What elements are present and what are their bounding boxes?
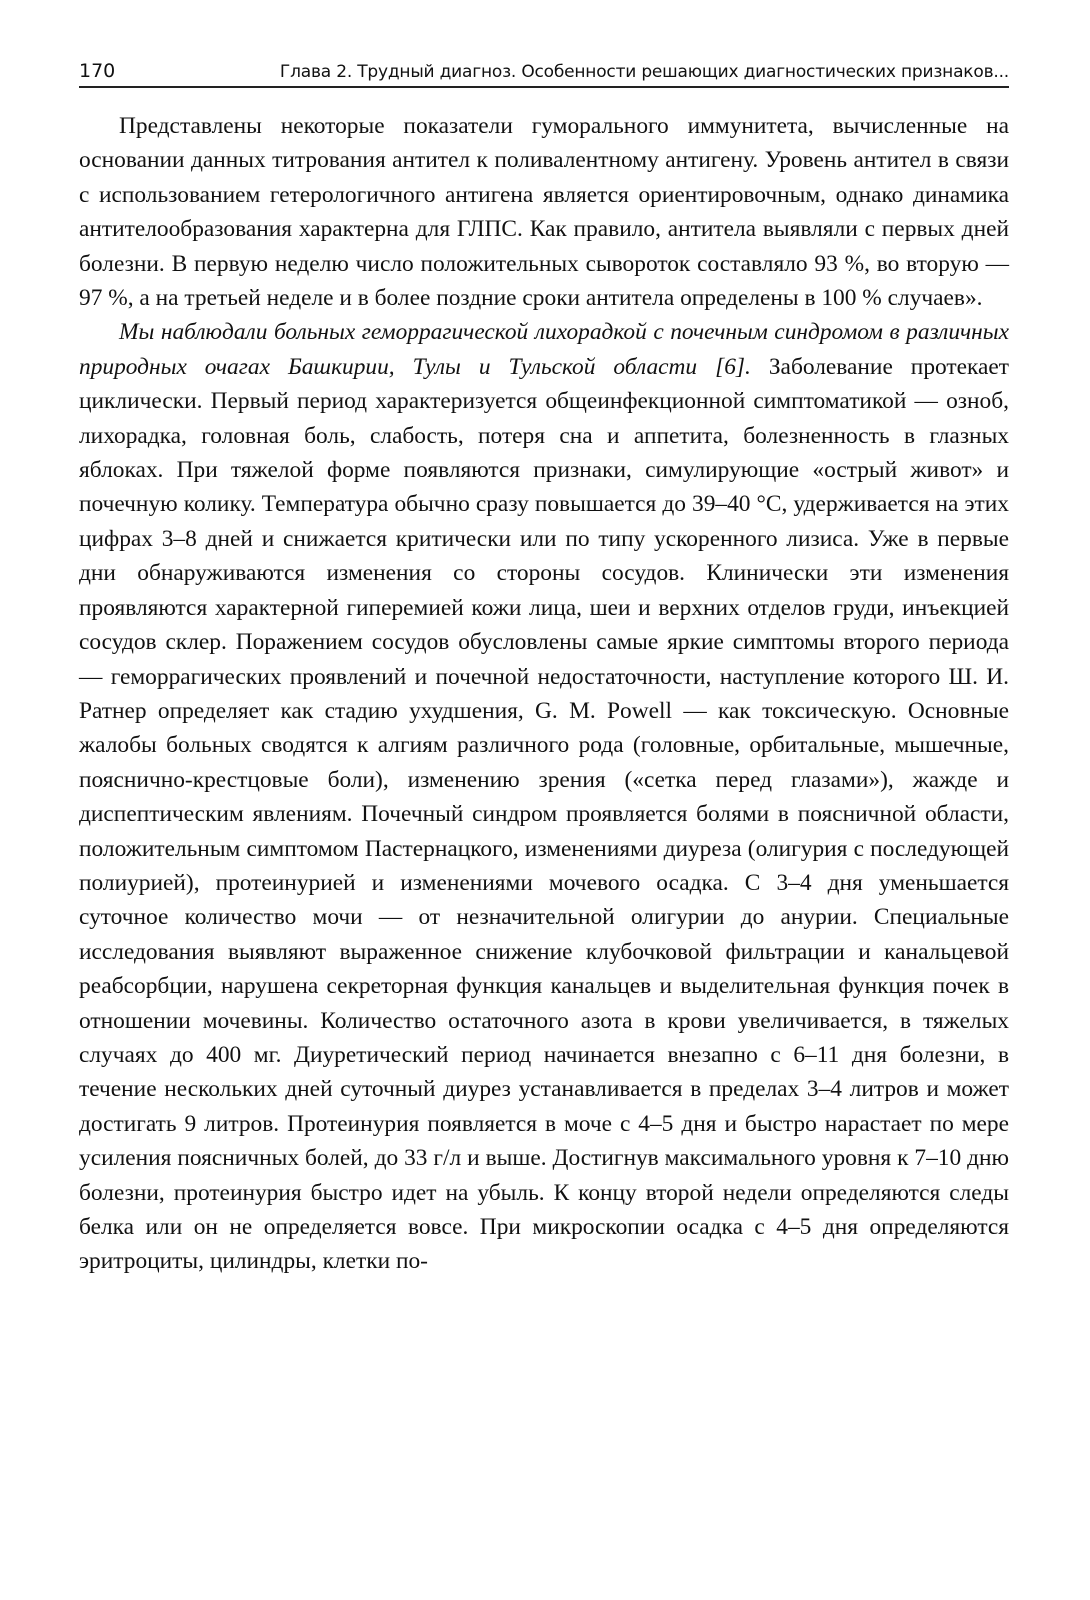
body-text [79, 109, 1009, 1279]
running-header [79, 60, 1009, 86]
paragraph-2-body: Заболевание протекает циклически. Первый период характеризуется общеинфекционной симптоматикой — озноб, лихорадка, головная боль, слабость, потеря сна и аппетита, болезненность в глазных яблоках. При тяжелой форме появляются признаки, симулирующие «острый живот» и почечную колику. Температура обычно сразу повышается до 39–40 °C, удерживается на этих цифрах 3–8 дней и снижается критически или по типу ускоренного лизиса. Уже в первые дни обнаруживаются изменения со стороны сосудов. Клинически эти изменения проявляются характерной гиперемией кожи лица, шеи и верхних отделов груди, инъекцией сосудов склер. Поражением сосудов обусловлены самые яркие симптомы второго периода — геморрагических проявлений и почечной недостаточности, наступление которого Ш. И. Ратнер определяет как стадию ухудшения, G. M. Powell — как токсическую. Основные жалобы больных сводятся к алгиям различного рода (головные, орбитальные, мышечные, пояснично-крестцовые боли), изменению зрения («сетка перед глазами»), жажде и диспептическим явлениям. Почечный синдром проявляется болями в поясничной области, положительным симптомом Пастернацкого, изменениями диуреза (олигурия с последующей полиурией), протеинурией и изменениями мочевого осадка. С 3–4 дня уменьшается суточное количество мочи — от незначительной олигурии до анурии. Специальные исследования выявляют выраженное снижение клубочковой фильтрации и канальцевой реабсорбции, нарушена секреторная функция канальцев и выделительная функция почек в отношении мочевины. Количество остаточного азота в крови увеличивается, в тяжелых случаях до 400 мг. Диуретический период начинается внезапно с 6–11 дня болезни, в течение нескольких дней суточный диурез устанавливается в пределах 3–4 литров и может достигать 9 литров. Протеинурия появляется в моче с 4–5 дня и быстро нарастает по мере усиления поясничных болей, до 33 г/л и выше. Достигнув максимального уровня к 7–10 дню болезни, протеинурия быстро идет на убыль. К концу второй недели определяются следы белка или он не определяется вовсе. При микроскопии осадка с 4–5 дня определяются эритроциты, цилиндры, клетки по- [79, 353, 1010, 1275]
paragraph-2-italic-lead: Мы наблюдали больных геморрагической лихорадкой с почечным синдромом в различных природных очагах Башкирии, Тулы и Тульской области [6]. [79, 319, 1009, 380]
page-number: 170 [79, 60, 116, 82]
paragraph-1: Представлены некоторые показатели гуморального иммунитета, вычисленные на основании данных титрования антител к поливалентному антигену. Уровень антител в связи с использованием гетерологичного антигена является ориентировочным, однако динамика антителообразования характерна для ГЛПС. Как правило, антитела выявляли с первых дней болезни. В первую неделю число положительных сывороток составляло 93 %, во вторую — 97 %, а на третьей неделе и в более поздние сроки антитела определены в 100 % случаев». [79, 113, 1009, 312]
paragraph-2 [79, 315, 1009, 1278]
header-rule [79, 86, 1009, 88]
chapter-title: Глава 2. Трудный диагноз. Особенности решающих диагностических признаков... [279, 62, 1009, 82]
